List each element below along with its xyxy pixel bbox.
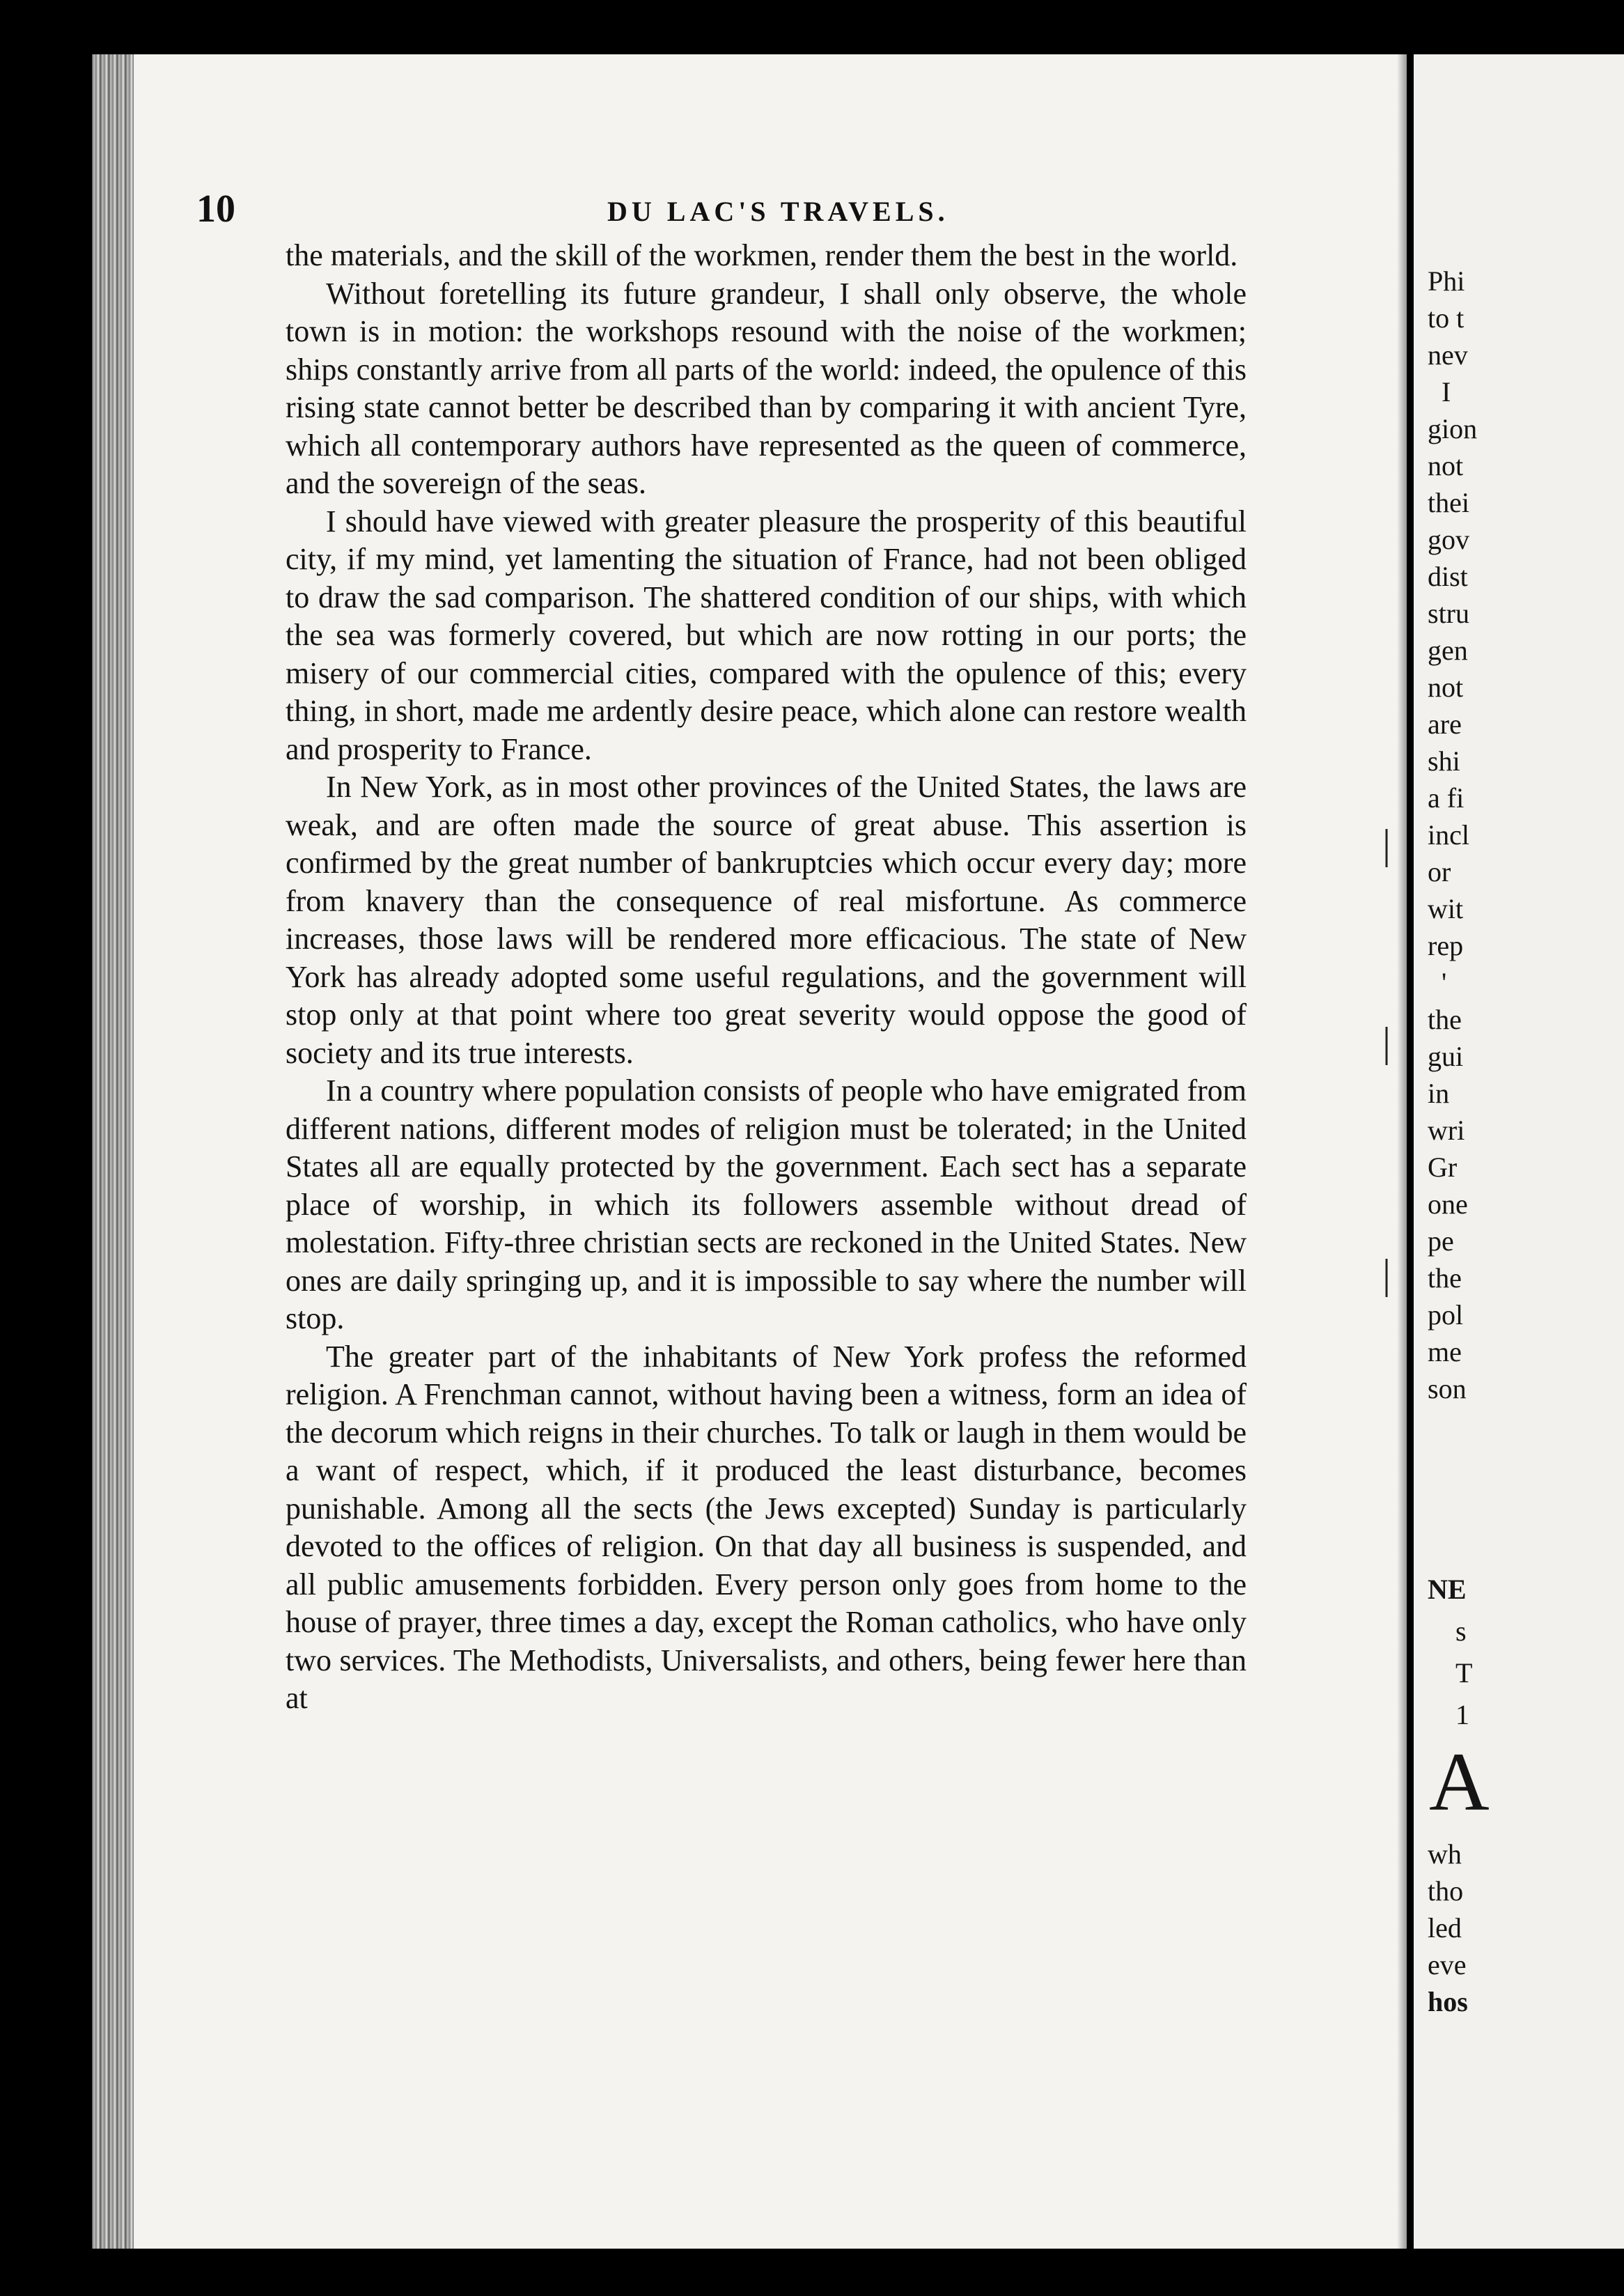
paragraph: The greater part of the inhabitants of New York profess the reformed religion. A Frenchman cannot, without having been a witness, form an idea of the decorum which reigns in their churches. To talk or laugh in them would be a want of respect, which, if it produced the least disturbance, becomes punishable. Among all the sects (the Jews excepted) Sunday is particularly devoted to the offices of religion. On that day all business is suspended, and all public amusements forbidden. Every person only goes from home to the house of prayer, three times a day, except the Roman catholics, who have only two services. The Methodists, Universalists, and others, being fewer here than at [286,1339,1247,1715]
right-fragment: a fi [1428,782,1465,814]
right-fragment: shi [1428,745,1460,777]
right-fragment: incl [1428,819,1469,851]
binding-mark: | [1382,1251,1391,1297]
right-fragment: are [1428,708,1462,740]
page-number: 10 [196,187,235,231]
page-edges [92,54,134,2249]
right-fragment: gen [1428,635,1468,666]
right-fragment: pe [1428,1225,1454,1257]
right-fragment: or [1428,856,1451,887]
right-fragment: I [1442,376,1451,408]
right-fragment: ' [1442,967,1447,998]
right-fragment: wh [1428,1838,1462,1870]
right-fragment: NE [1428,1574,1467,1605]
right-fragment: the [1428,1262,1462,1294]
paragraph: Without foretelling its future grandeur, I shall only observe, the whole town is in motion: the workshops resound with the noise of the workmen; ships constantly arrive from all parts of the world: indeed, the opulence of this rising state cannot better be described than by comparing it with ancient Tyre, which all contemporary authors have represented as the queen of commerce, and the sovereign of the seas. [286,276,1247,500]
right-fragment: to t [1428,302,1465,334]
running-title: DU LAC'S TRAVELS. [607,196,949,227]
right-fragment: wit [1428,893,1464,924]
right-fragment: wri [1428,1115,1465,1146]
right-fragment: Gr [1428,1151,1458,1183]
right-page [1414,54,1624,2249]
right-fragment: 1 [1455,1699,1469,1730]
right-fragment: hos [1428,1986,1468,2017]
right-fragment: led [1428,1912,1462,1944]
page-gutter [1397,54,1407,2249]
right-fragment: rep [1428,930,1464,961]
binding-mark: | [1382,821,1391,867]
paragraph: In a country where population consists of people who have emigrated from different nations, different modes of religion must be tolerated; in the United States all are equally protected by the government. Each sect has a separate place of worship, in which its followers assemble without dread of molestation. Fifty-three christian sects are reckoned in the United States. New ones are daily springing up, and it is impossible to say where the number will stop. [286,1073,1247,1335]
right-fragment: dist [1428,561,1468,592]
right-fragment: gion [1428,413,1478,444]
right-fragment: Phi [1428,265,1465,297]
right-fragment: in [1428,1078,1450,1109]
right-fragment: not [1428,450,1464,481]
running-head [196,187,1241,235]
right-fragment: thei [1428,487,1469,518]
right-fragment: son [1428,1373,1467,1404]
right-fragment: one [1428,1188,1468,1220]
right-fragment: gov [1428,524,1469,555]
binding-mark: | [1382,1019,1391,1065]
paragraph: In New York, as in most other provinces of the United States, the laws are weak, and are often made the source of great abuse. This assertion is confirmed by the great number of bankruptcies which occur every day; more from knavery than the consequence of real misfortune. As commerce increases, those laws will be rendered more efficacious. The state of New York has already adopted some useful regulations, and the government will stop only at that point where too great severity would oppose the good of society and its true interests. [286,770,1247,1070]
paragraph: the materials, and the skill of the workmen, render them the best in the world. [286,238,1238,272]
right-fragment: me [1428,1336,1462,1367]
right-fragment: stru [1428,598,1469,629]
right-dropcap: A [1429,1735,1490,1828]
paragraph: I should have viewed with greater pleasure the prosperity of this beautiful city, if my mind, yet lamenting the situation of France, had not been obliged to draw the sad comparison. The shattered condition of our ships, with which the sea was formerly covered, but which are now rotting in our ports; the misery of our commercial cities, compared with the opulence of this; every thing, in short, made me ardently desire peace, which alone can restore wealth and prosperity to France. [286,504,1247,766]
right-fragment: pol [1428,1299,1464,1331]
right-fragment: s [1455,1615,1467,1647]
right-page-text [1414,54,1624,2249]
right-fragment: eve [1428,1949,1467,1980]
body-text [286,237,1247,1718]
right-fragment: T [1455,1657,1473,1689]
right-fragment: gui [1428,1041,1464,1072]
right-fragment: the [1428,1004,1462,1035]
right-fragment: tho [1428,1875,1464,1907]
right-fragment: nev [1428,339,1468,371]
right-fragment: not [1428,672,1464,703]
